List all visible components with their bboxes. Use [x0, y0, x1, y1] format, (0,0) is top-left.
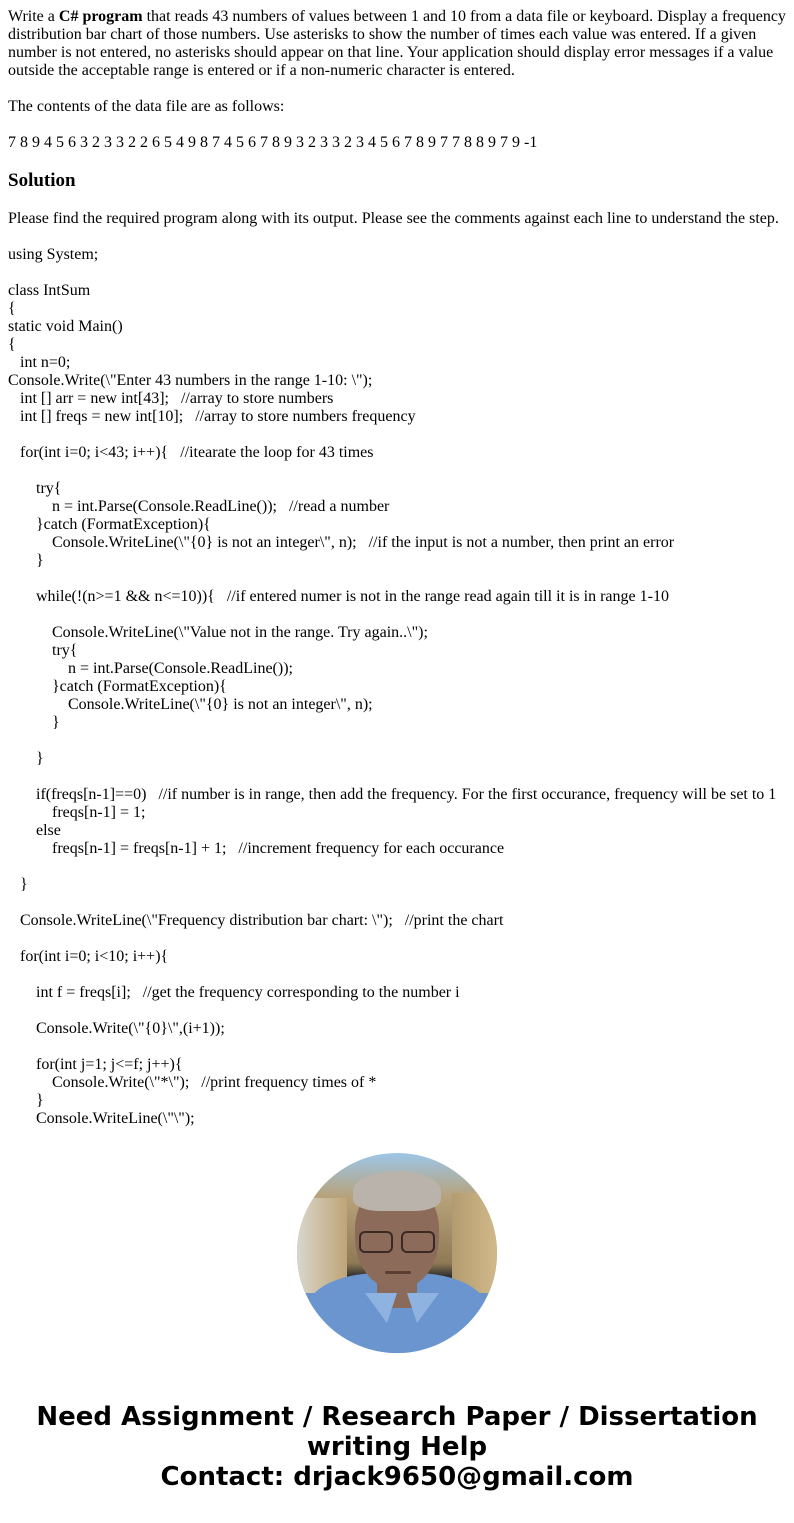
code-line: } [8, 876, 28, 893]
code-line: }catch (FormatException){ [8, 678, 227, 695]
code-line: int n=0; [8, 354, 71, 371]
avatar-mouth [385, 1271, 411, 1274]
code-line: Console.Write(\"{0}\",(i+1)); [8, 1020, 225, 1037]
code-line: Console.Write(\"Enter 43 numbers in the range 1-10: \"); [8, 372, 373, 389]
code-blank-line [8, 768, 788, 786]
code-line: if(freqs[n-1]==0) //if number is in range, then add the frequency. For the first occurance, frequency will be set to 1 [8, 786, 777, 803]
code-line: Console.WriteLine(\"{0} is not an integer\", n); //if the input is not a number, then print an error [8, 534, 675, 551]
code-line: class IntSum [8, 282, 91, 299]
code-blank-line [8, 426, 788, 444]
code-line: } [8, 714, 60, 731]
code-line: Console.Write(\"*\"); //print frequency times of * [8, 1074, 377, 1091]
solution-description: Please find the required program along with its output. Please see the comments against each line to understand the step. [8, 210, 779, 227]
code-line: try{ [8, 480, 62, 497]
question-language-bold: C# program [58, 8, 143, 25]
avatar-collar-left [365, 1293, 397, 1323]
code-line: int [] freqs = new int[10]; //array to store numbers frequency [8, 408, 416, 425]
question-intro-prefix: Write a [8, 8, 59, 25]
avatar-hair [353, 1171, 441, 1211]
code-line: try{ [8, 642, 78, 659]
code-blank-line [8, 1038, 788, 1056]
code-line: } [8, 1092, 44, 1109]
data-file-values: 7 8 9 4 5 6 3 2 3 3 2 2 6 5 4 9 8 7 4 5 6 7 8 9 3 2 3 3 2 3 4 5 6 7 8 9 7 7 8 8 9 7 9 -1 [8, 134, 538, 151]
code-blank-line [8, 1002, 788, 1020]
promo-banner [0, 1402, 794, 1492]
code-blank-line [8, 930, 788, 948]
question-text [8, 8, 788, 80]
code-block [8, 246, 788, 1128]
code-line: while(!(n>=1 && n<=10)){ //if entered numer is not in the range read again till it is in range 1-10 [8, 588, 669, 605]
code-line: for(int i=0; i<10; i++){ [8, 948, 169, 965]
glasses-icon-left [359, 1231, 393, 1253]
code-line: int [] arr = new int[43]; //array to store numbers [8, 390, 334, 407]
code-line: freqs[n-1] = 1; [8, 804, 146, 821]
solution-heading: Solution [8, 170, 76, 191]
code-line: for(int i=0; i<43; i++){ //itearate the loop for 43 times [8, 444, 374, 461]
code-line: }catch (FormatException){ [8, 516, 211, 533]
code-line: int f = freqs[i]; //get the frequency corresponding to the number i [8, 984, 460, 1001]
glasses-icon-right [401, 1231, 435, 1253]
code-line: for(int j=1; j<=f; j++){ [8, 1056, 183, 1073]
avatar-collar-right [407, 1293, 439, 1323]
code-line: using System; [8, 246, 99, 263]
document-content [8, 8, 788, 1128]
code-line: Console.WriteLine(\"Frequency distribution bar chart: \"); //print the chart [8, 912, 504, 929]
code-blank-line [8, 570, 788, 588]
code-line: } [8, 750, 44, 767]
code-line: else [8, 822, 61, 839]
code-line: Console.WriteLine(\"{0} is not an integer\", n); [8, 696, 373, 713]
code-blank-line [8, 606, 788, 624]
avatar-background-right [452, 1193, 497, 1293]
code-line: freqs[n-1] = freqs[n-1] + 1; //increment frequency for each occurance [8, 840, 505, 857]
promo-line-2: writing Help [306, 1432, 488, 1462]
data-file-label: The contents of the data file are as follows: [8, 98, 285, 115]
code-line: Console.WriteLine(\"Value not in the range. Try again..\"); [8, 624, 428, 641]
code-line: Console.WriteLine(\"\"); [8, 1110, 195, 1127]
code-line: n = int.Parse(Console.ReadLine()); //read a number [8, 498, 390, 515]
code-blank-line [8, 894, 788, 912]
author-avatar [297, 1153, 497, 1353]
code-line: } [8, 552, 44, 569]
code-line: n = int.Parse(Console.ReadLine()); [8, 660, 293, 677]
code-blank-line [8, 732, 788, 750]
code-blank-line [8, 264, 788, 282]
question-intro-suffix: that reads 43 numbers of values between 1 and 10 from a data file or keyboard. Display a frequency distribution bar chart of those numbers. Use asterisks to show the number of times each value was entered. If a given number is not entered, no asterisks should appear on that line. Your application should display error messages if a value outside the acceptable range is entered or if a non-numeric character is entered. [8, 8, 786, 79]
code-blank-line [8, 462, 788, 480]
promo-line-3: Contact: drjack9650@gmail.com [160, 1462, 634, 1492]
code-line: { [8, 300, 16, 317]
promo-line-1: Need Assignment / Research Paper / Dissertation [36, 1402, 758, 1432]
code-blank-line [8, 966, 788, 984]
code-blank-line [8, 858, 788, 876]
code-line: { [8, 336, 16, 353]
code-line: static void Main() [8, 318, 123, 335]
